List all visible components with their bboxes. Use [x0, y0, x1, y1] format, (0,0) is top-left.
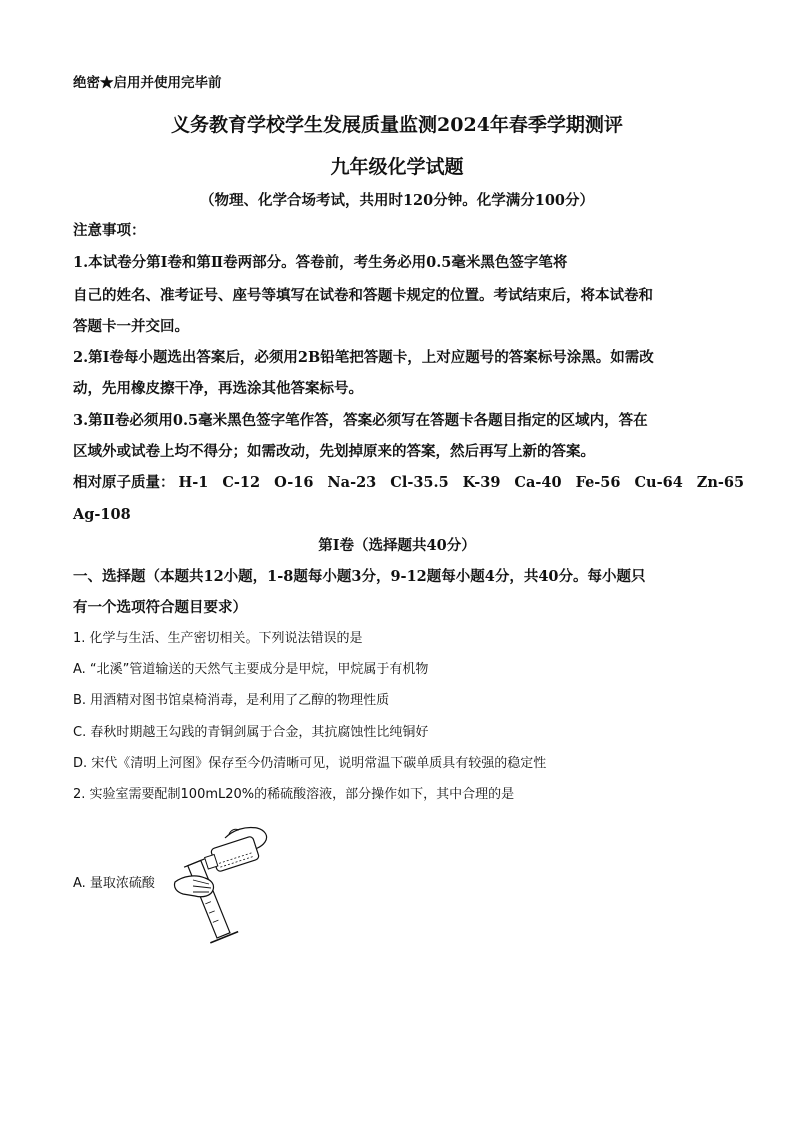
- atomic-mass-cl: Cl-35.5: [390, 474, 449, 491]
- atomic-mass-c: C-12: [222, 474, 261, 491]
- atomic-mass-cu: Cu-64: [634, 474, 683, 491]
- measure-acid-illustration: [165, 822, 275, 947]
- notice-line-2: 自己的姓名、准考证号、座号等填写在试卷和答题卡规定的位置。考试结束后，将本试卷和: [73, 287, 653, 304]
- atomic-masses-label: 相对原子质量：: [73, 474, 175, 491]
- atomic-mass-o: O-16: [274, 474, 314, 491]
- notice-line-1: 1.本试卷分第Ⅰ卷和第Ⅱ卷两部分。答卷前，考生务必用0.5毫米黑色签字笔将: [73, 254, 568, 271]
- atomic-mass-zn: Zn-65: [696, 474, 745, 491]
- graduated-cylinder-drawing: [180, 857, 238, 942]
- atomic-mass-ag: Ag-108: [73, 506, 131, 523]
- atomic-mass-k: K-39: [462, 474, 501, 491]
- notice-line-5: 动，先用橡皮擦干净，再选涂其他答案标号。: [73, 380, 363, 397]
- question-2-option-a: A. 量取浓硫酸: [73, 876, 155, 891]
- exam-subtitle: 九年级化学试题: [330, 156, 464, 178]
- atomic-mass-fe: Fe-56: [575, 474, 621, 491]
- atomic-mass-ca: Ca-40: [514, 474, 562, 491]
- part-title-line-2: 有一个选项符合题目要求）: [73, 599, 247, 616]
- question-1-option-b: B. 用酒精对图书馆桌椅消毒，是利用了乙醇的物理性质: [73, 693, 390, 708]
- part-title-line-1: 一、选择题（本题共12小题，1-8题每小题3分，9-12题每小题4分，共40分。每小题只: [73, 568, 646, 585]
- notice-line-3: 答题卡一并交回。: [73, 318, 189, 335]
- atomic-mass-na: Na-23: [327, 474, 377, 491]
- exam-title: 义务教育学校学生发展质量监测2024年春季学期测评: [171, 114, 623, 136]
- question-2-stem: 2. 实验室需要配制100mL20%的稀硫酸溶液，部分操作如下，其中合理的是: [73, 787, 515, 802]
- notice-heading: 注意事项：: [73, 222, 146, 239]
- notice-line-6: 3.第Ⅱ卷必须用0.5毫米黑色签字笔作答，答案必须写在答题卡各题目指定的区域内，答在: [73, 412, 648, 429]
- reagent-bottle-drawing: [203, 836, 260, 875]
- notice-line-4: 2.第Ⅰ卷每小题选出答案后，必须用2B铅笔把答题卡，上对应题号的答案标号涂黑。如需改: [73, 349, 654, 366]
- notice-line-7: 区域外或试卷上均不得分；如需改动，先划掉原来的答案，然后再写上新的答案。: [73, 443, 595, 460]
- exam-info: （物理、化学合场考试，共用时120分钟。化学满分100分）: [199, 192, 595, 209]
- section-heading: 第Ⅰ卷（选择题共40分）: [318, 537, 476, 554]
- question-1-stem: 1. 化学与生活、生产密切相关。下列说法错误的是: [73, 631, 363, 646]
- atomic-masses: [73, 474, 758, 492]
- question-1-option-a: A. “北溪”管道输送的天然气主要成分是甲烷，甲烷属于有机物: [73, 662, 429, 677]
- question-1-option-c: C. 春秋时期越王勾践的青铜剑属于合金，其抗腐蚀性比纯铜好: [73, 725, 429, 740]
- confidential-label: 绝密★启用并使用完毕前: [73, 75, 222, 91]
- question-1-option-d: D. 宋代《清明上河图》保存至今仍清晰可见，说明常温下碳单质具有较强的稳定性: [73, 756, 547, 771]
- atomic-mass-h: H-1: [178, 474, 209, 491]
